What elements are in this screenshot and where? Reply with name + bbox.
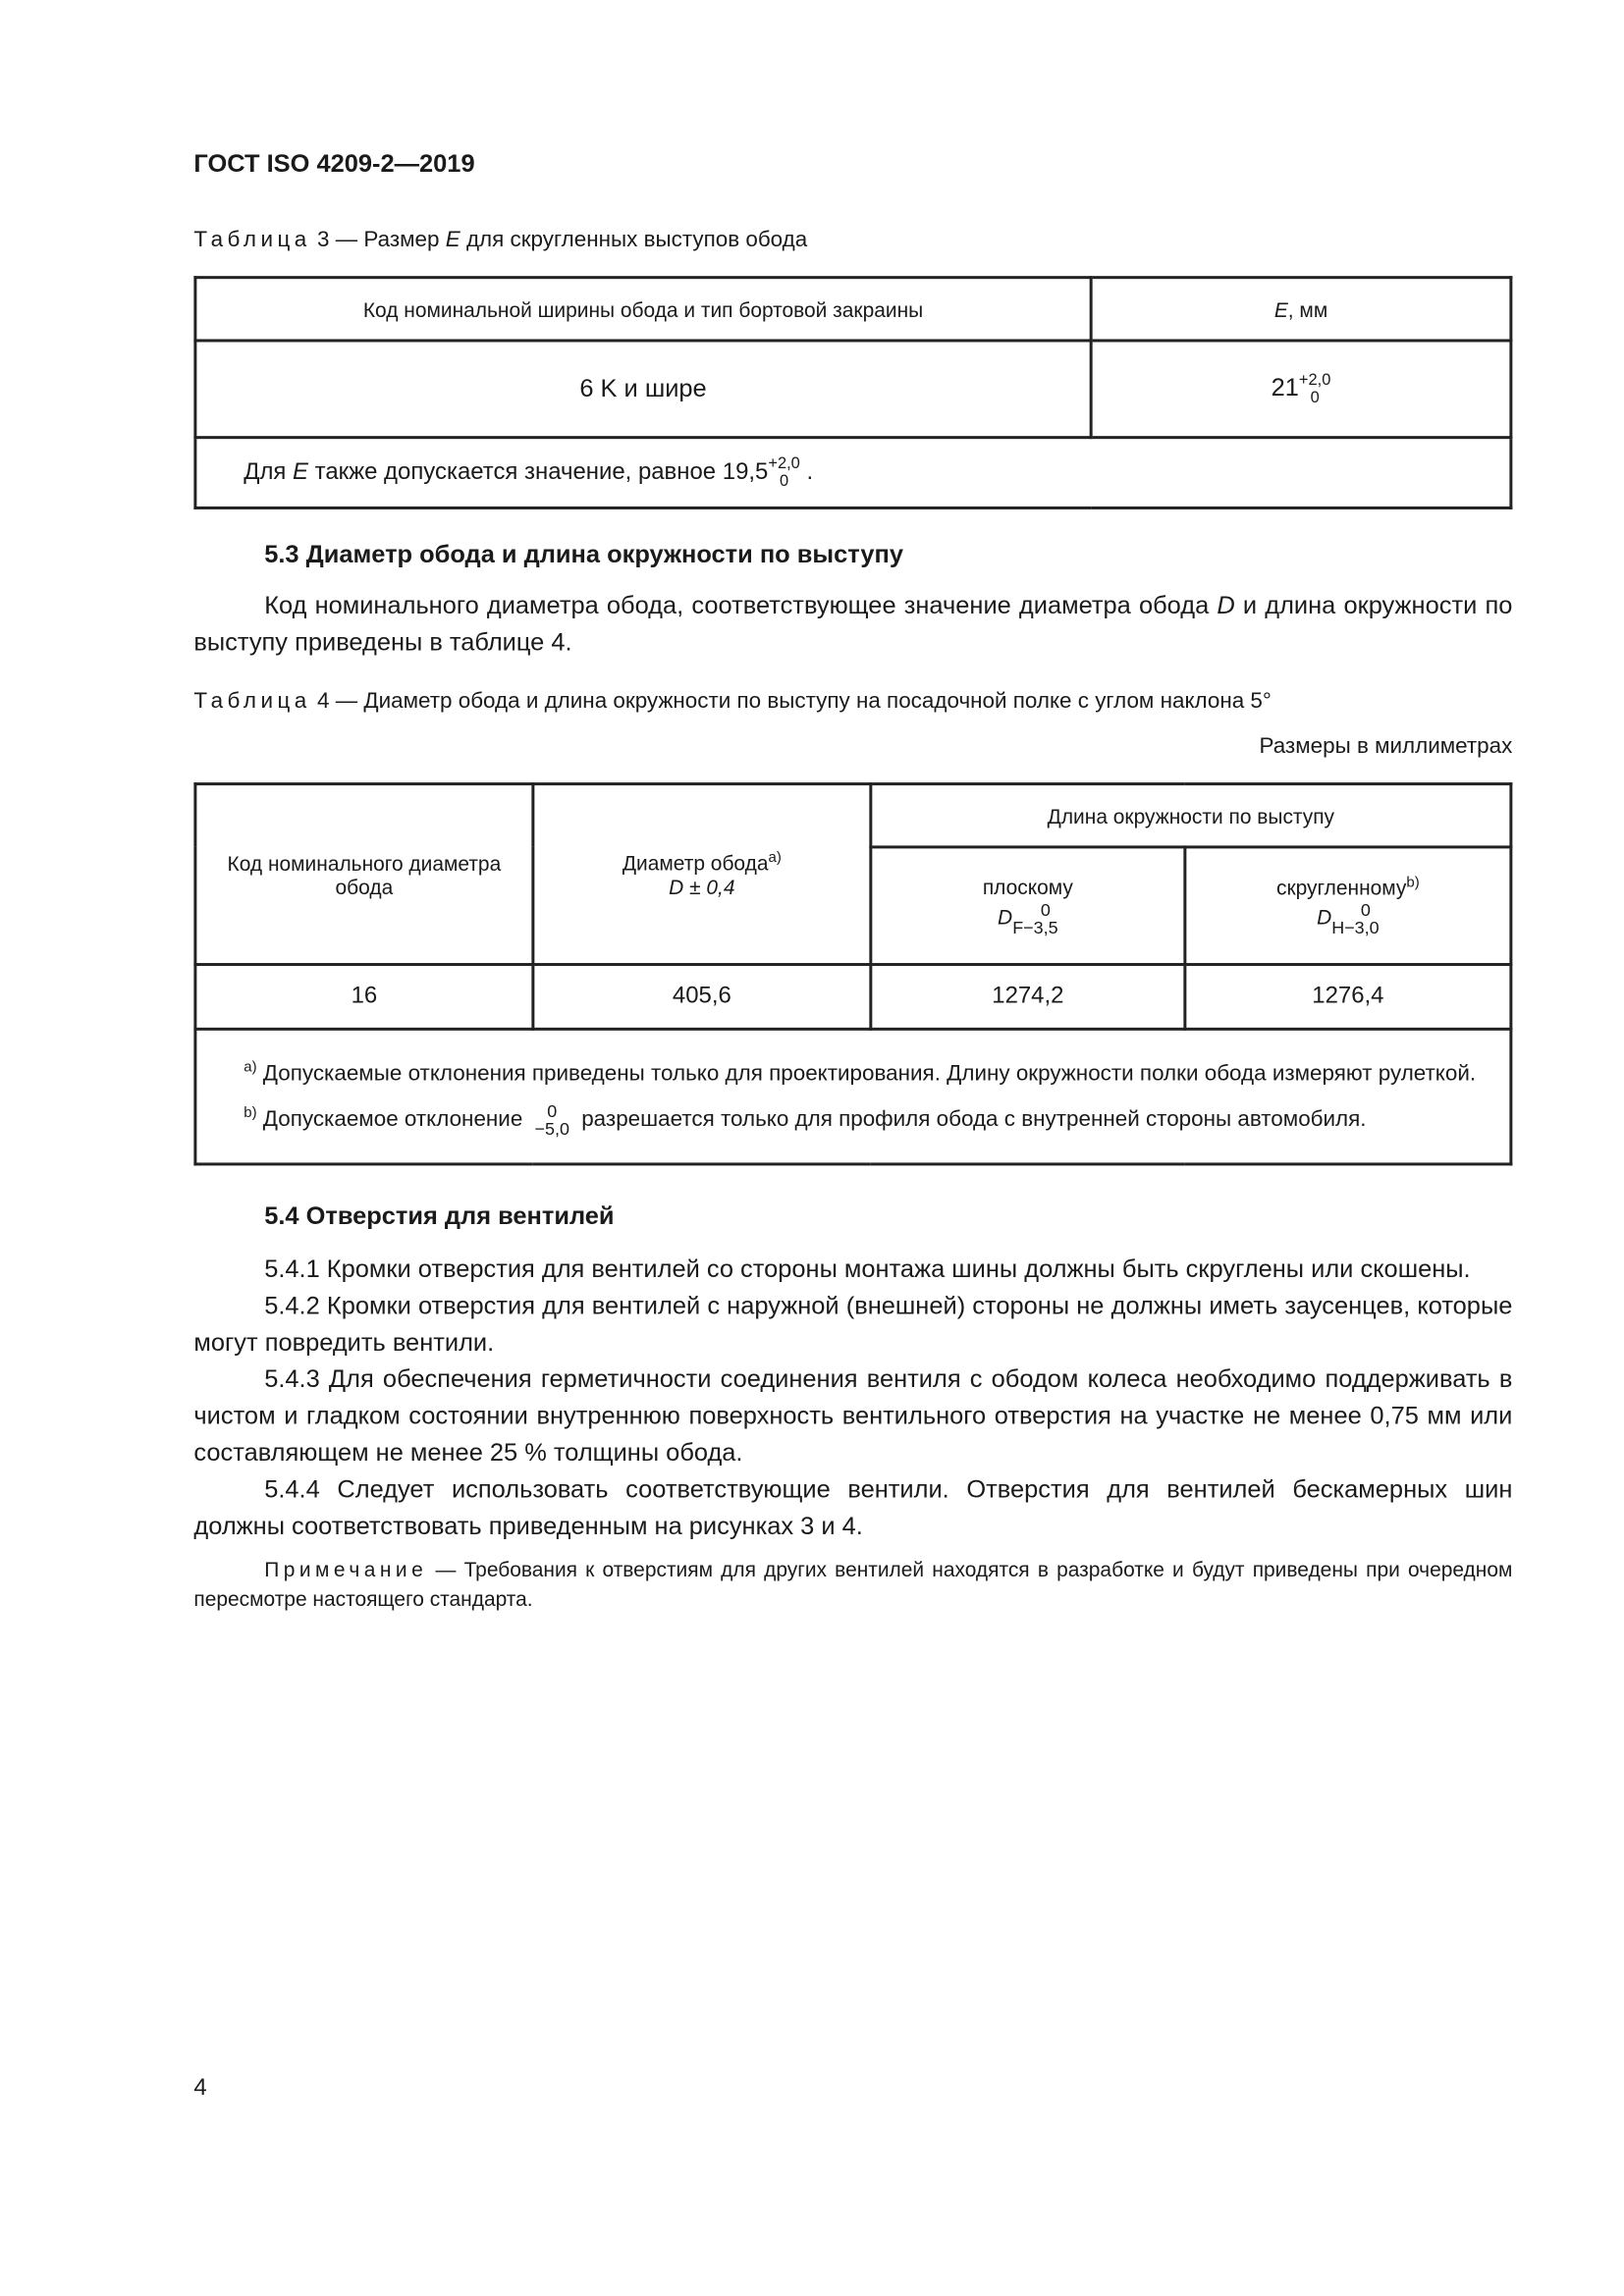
section-5-4-note	[193, 1555, 1512, 1614]
table4-footnote-b-mark: b)	[244, 1105, 257, 1122]
table4-header-diameter	[533, 784, 871, 965]
table4-footnote-b-post: разрешается только для профиля обода с внутренней стороны автомобиля.	[574, 1106, 1367, 1133]
table3-header-e-var: E	[1273, 296, 1288, 321]
table4-caption-label: Таблица	[193, 688, 311, 714]
table3-value-base: 21	[1271, 373, 1299, 401]
table4-cell-rounded: 1276,4	[1185, 965, 1511, 1030]
table4-cell-diameter: 405,6	[533, 965, 871, 1030]
table4-header-flat	[871, 847, 1185, 965]
table4-footnote-b-tolerance	[535, 1102, 569, 1138]
table4-cell-flat: 1274,2	[871, 965, 1185, 1030]
section-5-3-paragraph	[193, 587, 1512, 661]
table3-cell-value	[1091, 341, 1511, 438]
document-title: ГОСТ ISO 4209-2—2019	[193, 149, 475, 178]
table4-rounded-tol-lower: −3,0	[1344, 918, 1380, 939]
table4-caption	[193, 688, 1271, 713]
table4-flat-tol-upper: 0	[1040, 899, 1051, 921]
table-row	[195, 965, 1511, 1030]
table4-flat-tol-lower: −3,5	[1023, 917, 1058, 938]
table3-tol-upper: +2,0	[1298, 371, 1331, 390]
table3-caption-var: E	[445, 227, 460, 253]
table3-note-base: 19,5	[722, 459, 769, 485]
table4-flat-tolerance	[1012, 901, 1057, 936]
section-5-3-heading: 5.3 Диаметр обода и длина окружности по выступу	[264, 540, 903, 568]
table4-group-header: Длина окружности по выступу	[871, 784, 1511, 847]
table3-header-e	[1091, 278, 1511, 341]
table3-caption	[193, 228, 807, 252]
table-3	[193, 276, 1512, 509]
table3-note-var: E	[293, 459, 308, 485]
table4-footnote-a-mark: a)	[244, 1059, 257, 1077]
table3-caption-label: Таблица	[193, 227, 311, 253]
table3-caption-post: для скругленных выступов обода	[460, 227, 808, 253]
page-number: 4	[193, 2075, 207, 2102]
table4-footnotes	[195, 1029, 1511, 1164]
table4-header-rounded	[1185, 847, 1511, 965]
table4-header-diameter-line2: D ± 0,4	[669, 875, 735, 898]
table4-header-rounded-label: скругленному	[1275, 875, 1407, 899]
table4-caption-rest: 4 — Диаметр обода и длина окружности по выступу на посадочной полке с углом наклона 5°	[310, 688, 1272, 714]
section-5-4-heading: 5.4 Отверстия для вентилей	[264, 1201, 615, 1231]
table4-footnote-a-text: Допускаемые отклонения приведены только для проектирования. Длину окружности полки обода измеряют рулеткой.	[256, 1061, 1477, 1087]
table4-header-rounded-sup: b)	[1406, 874, 1420, 891]
table4-rounded-tol-upper: 0	[1360, 900, 1371, 922]
paragraph-5-4-3: 5.4.3 Для обеспечения герметичности соединения вентиля с ободом колеса необходимо поддерживать в чистом и гладком состоянии внутреннюю поверхность вентильного отверстия на участке не менее 0,75 мм или составляющем не менее 25 % толщины обода.	[193, 1364, 1513, 1468]
table4-rounded-symbol: D	[1317, 905, 1332, 930]
table4-footnote-b	[211, 1098, 1494, 1138]
table3-cell-code: 6 K и шире	[195, 341, 1091, 438]
note-text: — Требования к отверстиям для других вентилей находятся в разработке и будут приведены при очередном пересмотре настоящего стандарта.	[193, 1557, 1513, 1611]
table3-note-tolerance	[768, 455, 799, 491]
paragraph-5-4-2: 5.4.2 Кромки отверстия для вентилей с наружной (внешней) стороны не должны иметь заусенцев, которые могут повредить вентили.	[193, 1292, 1513, 1357]
section-5-3-text-post: и длина окружности по выступу приведены в таблице 4.	[193, 591, 1513, 657]
section-5-3-text-pre: Код номинального диаметра обода, соответствующее значение диаметра обода	[264, 591, 1218, 620]
table3-value-tolerance	[1299, 371, 1330, 406]
table4-rounded-tolerance	[1331, 902, 1379, 937]
note-label: Примечание	[264, 1557, 428, 1581]
paragraph-5-4-1: 5.4.1 Кромки отверстия для вентилей со стороны монтажа шины должны быть скруглены или скошены.	[264, 1255, 1471, 1284]
table3-note	[195, 438, 1511, 508]
table3-note-end: .	[799, 459, 814, 485]
table3-caption-pre: 3 — Размер	[310, 227, 446, 253]
table3-note-tol-upper: +2,0	[768, 454, 800, 473]
table4-header-flat-label: плоскому	[982, 875, 1073, 899]
table4-rounded-sub: H	[1331, 918, 1345, 939]
table4-footnote-b-pre: Допускаемое отклонение	[256, 1106, 529, 1133]
table3-tol-lower: 0	[1310, 389, 1320, 407]
table4-cell-code: 16	[195, 965, 533, 1030]
section-5-4-body	[193, 1251, 1512, 1613]
table3-note-tol-lower: 0	[779, 472, 789, 491]
table3-header-e-unit: , мм	[1287, 296, 1328, 321]
table4-header-code: Код номинального диаметра обода	[195, 784, 533, 965]
table4-flat-symbol: D	[998, 905, 1013, 930]
table3-header-code: Код номинальной ширины обода и тип бортовой закраины	[195, 278, 1091, 341]
table4-footnote-b-tol-lower: −5,0	[534, 1118, 569, 1140]
section-5-3-var: D	[1217, 591, 1235, 620]
table4-footnote-a	[211, 1052, 1494, 1089]
table-4	[193, 782, 1512, 1165]
table4-footnote-b-tol-upper: 0	[547, 1100, 558, 1122]
table3-note-mid: также допускается значение, равное	[307, 459, 723, 485]
table3-note-pre: Для	[244, 459, 294, 485]
table4-header-diameter-sup: a)	[768, 850, 782, 867]
table4-header-diameter-label: Диаметр обода	[622, 851, 769, 876]
table4-units: Размеры в миллиметрах	[1259, 733, 1513, 760]
table4-flat-sub: F	[1012, 917, 1024, 938]
paragraph-5-4-4: 5.4.4 Следует использовать соответствующие вентили. Отверстия для вентилей бескамерных шин должны соответствовать приведенным на рисунках 3 и 4.	[193, 1474, 1513, 1540]
